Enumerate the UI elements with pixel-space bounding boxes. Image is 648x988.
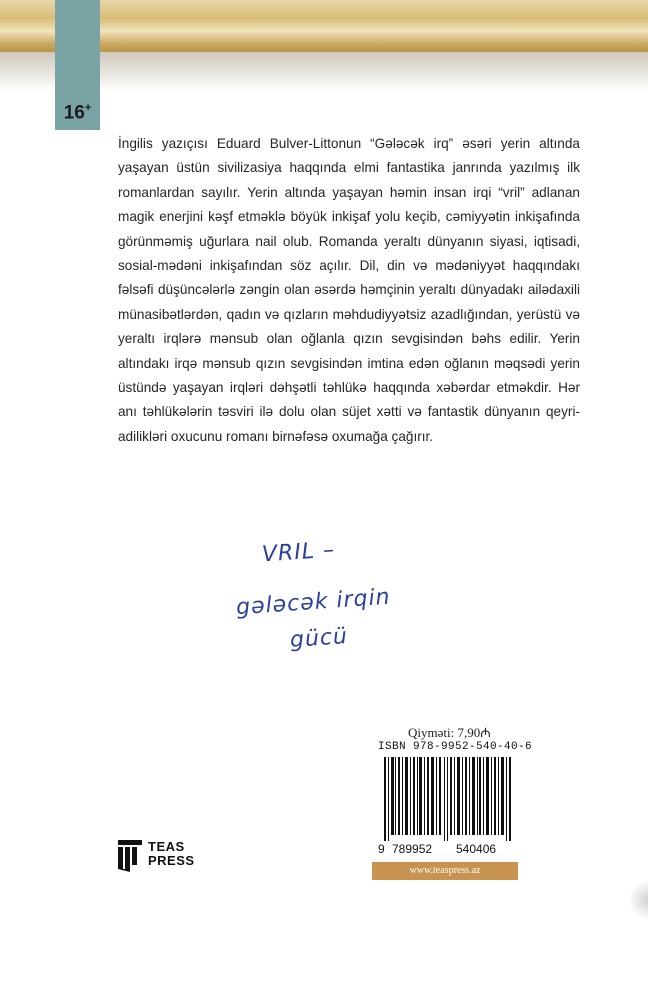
website-label: www.teaspress.az (409, 865, 481, 876)
corner-shadow (628, 880, 648, 920)
barcode-icon (384, 757, 512, 841)
publisher-name-line-2: PRESS (148, 853, 195, 868)
isbn-label: ISBN 978-9952-540-40-6 (378, 741, 533, 753)
barcode-digit-group-2: 540406 (456, 842, 497, 856)
publisher-name-line-1: TEAS (148, 839, 185, 854)
handwriting-line-1: VRIL – (261, 537, 336, 568)
age-rating-label (55, 102, 100, 124)
handwriting-line-2: gələcək irqin (235, 584, 392, 621)
publisher-logo-icon (118, 840, 142, 872)
barcode-digit-group-1: 789952 (392, 842, 433, 856)
book-description: İngilis yazıçısı Eduard Bulver-Littonun “Gələcək irq” əsəri yerin altında yaşayan üstün sivilizasiya haqqında elmi fantastika janrında yazılmış ilk romanlardan sayılır. Yerin altında yaşayan həmin insan irqi “vril” adlanan magik enerjini kəşf etməklə böyük inkişaf yolu keçib, cəmiyyətin inkişafında görünməmiş uğurlara nail olub. Romanda yeraltı dünyanın siyasi, iqtisadi, sosial-mədəni inkişafından söz açılır. Dil, din və mədəniyyət haqqındakı fəlsəfi düşüncələrlə zəngin olan əsərdə həmçinin yeraltı dünyadakı ailədaxili münasibətlərdən, qadın və qızların məhdudiyyətsiz azadlığından, yerüstü və yeraltı irqlərə mənsub olan oğlanla qızın sevgisindən bəhs edilir. Yerin altındakı irqə mənsub qızın sevgisindən imtina edən oğlanın məqsədi yerin üstündə yaşayan irqləri dəhşətli təhlükə haqqında xəbərdar etməkdir. Hər anı təhlükələrin təsviri ilə dolu olan süjet xətti və fantastik dünyanın qeyri-adilikləri oxucunu romanı birnəfəsə oxumağa çağırır. (118, 136, 580, 444)
website-bar (372, 862, 518, 880)
barcode-digit-first: 9 (378, 842, 385, 856)
age-rating-plus: + (84, 101, 92, 114)
publisher-logo (118, 838, 208, 878)
age-rating-number: 16 (63, 102, 85, 123)
age-rating-block (55, 0, 100, 130)
handwriting-line-3: gücü (289, 624, 349, 653)
price-label: Qiymәti: 7,90₼ (408, 725, 491, 740)
publisher-name (148, 840, 195, 868)
